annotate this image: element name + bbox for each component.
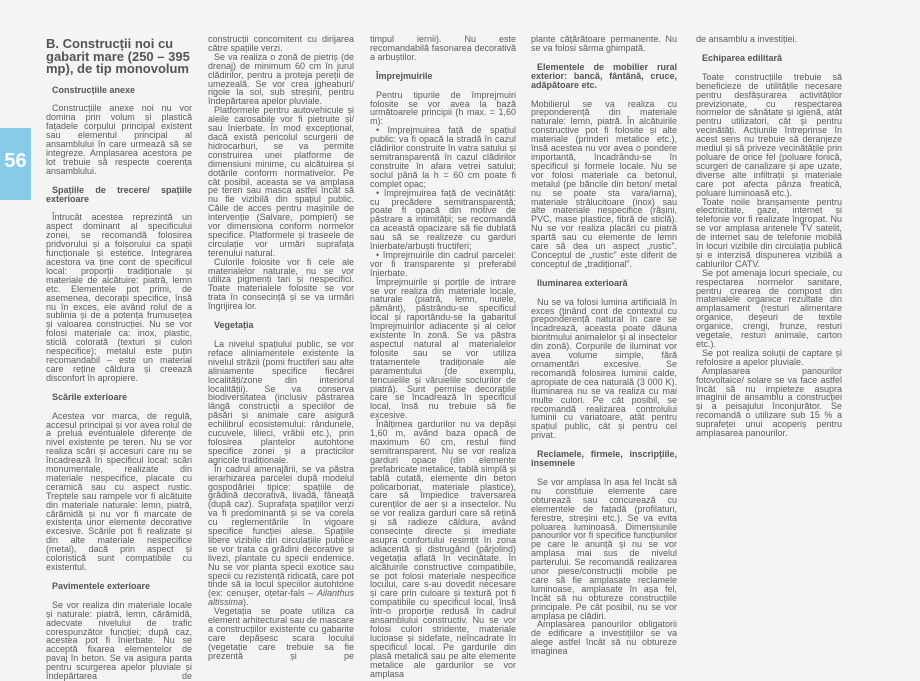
subsection-heading: Spațiile de trecere/ spațiile exterioare <box>46 184 192 204</box>
paragraph: Vegetația se poate utiliza ca element arhitectural sau de mascare a construcțiilor existente cu gabarite care depășesc scara locului (vegetație care trebuie sa fie prezentă și pe <box>208 606 354 661</box>
subsection-heading: Elementele de mobilier rural exterior: bancă, fântână, cruce, adăpătoare etc. <box>531 61 677 90</box>
paragraph: Se vor realiza din materiale locale și naturale: piatră, lemn, cărămidă, adecvate nivelului de trafic corespunzător funcției; după caz, acestea pot fi înierbate. Nu se acceptă fixarea elementelor de pavaj în beton. Se va asigura panta pentru scurgerea apelor pluviale și îndepărtarea de <box>46 599 192 681</box>
paragraph: Amplasarea panourilor obligatorii de edificare a investițiilor se va alege astfel încât să nu obtureze imaginea <box>531 619 677 657</box>
text-column-1 <box>46 38 192 681</box>
paragraph <box>208 465 354 608</box>
species-name: Ailanthus altissima <box>208 588 354 608</box>
paragraph: • împrejmuirea față de spațiul public: va fi opacă la stradă în cazul clădirilor construite în vatra satului și semitransparentă în cazul clădirilor construite în afara vetrei satului; soclul până la h = 60 cm poate fi complet opac; <box>370 125 516 189</box>
paragraph: Pentru tipurile de împrejmuiri folosite se vor avea la bază următoarele principii (h max. = 1,60 m): <box>370 89 516 127</box>
text-column-5 <box>696 35 842 438</box>
paragraph: Toate noile branșamente pentru electricitate, gaze, internet și telefonie vor fi realizate îngropat. Nu se vor amplasa antenele TV satelit, de internet sau de telefonie mobilă în locuri vizibile din circulația publică și e interzisă dispunerea vizibilă a cablurilor CATV. <box>696 196 842 269</box>
paragraph: Se pot realiza soluții de captare și refolosire a apelor pluviale. <box>696 347 842 367</box>
text-column-3 <box>370 35 516 678</box>
paragraph: timpul iernii). Nu este recomandabilă fasonarea decorativă a arbuștilor. <box>370 34 516 62</box>
paragraph: Culorile folosite vor fi cele ale materialelor naturale, nu se vor utiliza pigmenți tari și nespecifici. Toate materialele folosite se vor trata în consecință și se va urmări îngrijirea lor. <box>208 256 354 312</box>
paragraph: • împrejmuirile din cadrul parcelei: vor fi transparente și preferabil înierbate. <box>370 249 516 278</box>
subsection-heading: Echiparea edilitară <box>702 52 783 63</box>
paragraph-text: ). <box>243 597 249 608</box>
subsection-heading: Reclamele, firmele, inscripțiile, însemnele <box>531 449 677 469</box>
paragraph-text: În cadrul amenajării, se va păstra ierarhizarea parcelei după modelul gospodăriei tipice: spațiile de grădină decorativă, livadă, fâneață (după caz). Suprafața spațiilor verzi va fi predominantă și se va corela cu reglementările în vigoare specifice funcției alese. Spațiile libere vizibile din circulațiile publice se vor trata ca grădini decorative și livezi, plantate cu specii endemice. Nu se vor planta specii exotice sau specii cu rezistență ridicată, care pot tinde să ia locul speciilor autohtone (ex: cenușer, oțetar-fals – <box>208 463 354 599</box>
section-title: B. Construcții noi cu gabarit mare (250 – 395 mp), de tip monovolum <box>46 36 190 76</box>
paragraph: de ansamblu a investiției. <box>696 34 798 44</box>
paragraph: Se va realiza o zonă de pietriș (de drenaj) de minimum 60 cm în jurul clădirilor, pentru a proteja pereții de umezeală. Se vor crea jgheaburi/ rigole la sol, sub streșini, pentru îndepărtarea apelor pluviale. <box>208 51 354 107</box>
text-column-2 <box>208 35 354 661</box>
paragraph: Amplasarea panourilor fotovoltaice/ solare se va face astfel încât să nu impieteze asupra imaginii de ansamblu a construcției și a peisajului înconjurător. Se recomandă o utilizare sub 15 % a suprafeței unui acoperiș pentru amplasarea panourilor. <box>696 365 842 439</box>
paragraph: Construcțiile anexe noi nu vor domina prin volum și plastică fațadele corpului principal existent sau elementul principal al ansamblului în care urmează să se integreze. Amplasarea acestora pe lot trebuie să respecte coerența ansamblului. <box>46 103 192 176</box>
paragraph: Înălțimea gardurilor nu va depăși 1,60 m, având baza opacă de maximum 60 cm, restul fiind semitransparent. Nu se vor realiza garduri opace (din elemente prefabricate metalice, tablă simplă și tablă cutată, elemente din beton policarbonat, materiale plastice), care să împiedice traversarea curenților de aer și a insectelor. Nu se vor realiza garduri care să rețină și să radieze căldura, având consecințe directe și imediate asupra confortului resimțit în zona adiacentă și distrugând (pârjolind) vegetația aflată în vecinătate. În alcătuirile constructive compatibile, se pot folosi materiale nespecifice locului, care s-au dovedit necesare și care prin culoare și textură pot fi compatibile cu specificul local, însă într-o proporție redusă în cadrul ansamblului constructiv. Nu se vor folosi culori stridente, materiale lucioase și sidefate, neîncadrate în specificul local. Pe gardurile din plasă metalică sau pe alte elemente metalice ale gardurilor se vor amplasa <box>370 419 516 679</box>
paragraph: Nu se va folosi lumina artificială în exces (ținând cont de contextul cu preponderență natural în care se încadrează, aceasta poate dăuna bioritmului animalelor și al insectelor din zonă). Corpurile de iluminat vor avea volume simple, fără ornamentări excesive. Se recomandă folosirea luminii calde, apropiate de cea naturală (3 000 K). Iluminarea nu se va realiza cu mai multe culori. Pe cât posibil, se recomandă realizarea controlului luminii cu variatoare, atât pentru spațiul public, cât și pentru cel privat. <box>531 296 677 441</box>
subsection-heading: Vegetația <box>214 320 254 331</box>
page-number: 56 <box>4 150 27 172</box>
subsection-heading: Iluminarea exterioară <box>537 277 628 288</box>
text-column-4 <box>531 35 677 656</box>
subsection-heading: Scările exterioare <box>52 391 128 402</box>
paragraph: La nivelul spațiului public, se vor reface aliniamentele existente la nivelul străzii (pomi fructiferi sau alte aliniamente specifice fiecărei localități/zone din interiorul localității). Se va conserva biodiversitatea (inclusiv păstrarea lângă construcții a speciilor de păsări și animale care asigură echilibrul ecosistemului: rândunele, cucuvele, lilieci, vrăbii etc.), prin folosirea plantelor autohtone specifice zonei și a practicilor agricole tradiționale. <box>208 339 354 465</box>
paragraph: Mobilierul se va realiza cu preponderență din materiale naturale: lemn, piatră. În alcătuirile constructive pot fi folosite și alte materiale (prinderi metalice etc.), însă acestea nu vor avea o pondere importantă, încadrându-se în specificul și formele locale. Nu se vor folosi materiale ca betonul, metalul (pe băncile din beton/ metal nu se poate sta vara/iarna), materiale strălucitoare (inox) sau alte materiale nespecifice (rășini, PVC, mase plastice, fibră de sticlă). Nu se vor realiza placări cu piatră spartă sau cu elemente de lemn care să dea un aspect „rustic”. Conceptul de „rustic” este diferit de conceptul de „tradițional”. <box>531 98 677 269</box>
paragraph: Întrucât acestea reprezintă un aspect dominant al specificului zonei, se recomandă folosirea pridvorului și a foișorului ca spații funcționale și estetice. Integrarea acestora va ține cont de specificul local: proporții tradiționale și materiale de alcătuire: piatră, lemn etc. Elementele pot primi, de asemenea, decorații specifice, însă nu în exces, ele având rolul de a sublinia și de a potența frumusețea și valoarea construcției. Nu se vor folosi materiale ca: inox, plastic, sticlă colorată (texturi și culori nespecifice); metalul este puțin recomandabil – este un material care reține căldura și creează disconfort în apropiere. <box>46 212 192 383</box>
subsection-heading: Construcțiile anexe <box>52 84 136 95</box>
paragraph: construcții concomitent cu dirijarea către spațiile verzi. <box>208 34 354 53</box>
paragraph: Se vor amplasa în așa fel încât să nu constituie elemente care obturează sau concurează cu elementele de fațadă (profilaturi, ferestre, streșini etc.). Se va evita poluarea luminoasă. Dimensiunile panourilor vor fi specifice funcțiunilor pe care le anunță și nu se vor amplasa mai sus de nivelul parterului. Se recomandă realizarea unor piese/construcții mobile pe care să fie amplasate reclamele luminoase, amplasate în așa fel, încât să nu obtureze construcțiile principale. Pe cât posibil, nu se vor amplasa pe clădiri. <box>531 476 677 621</box>
paragraph: Împrejmuirile și porțile de intrare se vor realiza din materiale locale, naturale (piatră, lemn, nuiele, pământ), păstrându-se specificul local și raportându-se la gabaritul împrejmuirilor adiacente și al celor existente în zonă. Se va păstra aspectul natural al materialelor folosite sau se vor utiliza tratamentele tradiționale ale paramentului (de exemplu, tencuielile și văruielile soclurilor de piatră). Sunt permise decorațiile care se încadrează în specificul local, însă nu trebuie să fie excesive. <box>370 276 516 421</box>
subsection-heading: Împrejmuirile <box>376 70 433 81</box>
paragraph: Toate construcțiile trebuie să beneficieze de utilitățile necesare pentru desfășurarea activităților previzionate, cu respectarea normelor de sănătate și igienă, atât pentru utilizatori, cât și pentru vecinătăți. Acțiunile întreprinse în acest sens nu trebuie să deranjeze mediul și să priveze vecinătățile prin poluare de orice fel (poluare fonică, scurgeri de canalizare și ape uzate, diverse alte infiltrații și materiale care pot afecta pânza freatică, poluare luminoasă etc.). <box>696 71 842 198</box>
paragraph: plante cățărătoare permanente. Nu se va folosi sârma ghimpată. <box>531 34 677 53</box>
paragraph: • împrejmuirea față de vecinătăți: cu precădere semitransparentă; poate fi opacă din motive de păstrare a intimității; se recomandă ca această opacizare să fie dublată sau să se realizeze cu garduri înierbate/arbuști fructiferi; <box>370 187 516 252</box>
paragraph: Acestea vor marca, de regulă, accesul principal și vor avea rolul de a prelua eventualele diferențe de nivel existente pe teren. Nu se vor realiza scări și accesuri care nu se încadrează în specificul local: scări monumentale, realizate din materiale nespecifice, placate cu ceramică sau cu aspect rustic. Treptele sau rampele vor fi alcătuite din materiale naturale: lemn, piatră, cărămidă și nu vor fi marcate de existența unor elemente decorative excesive. Scările pot fi realizate și din alte materiale nespecifice (metal), dacă prin aspect și coloristică sunt compatibile cu existentul. <box>46 410 192 572</box>
paragraph: Platformele pentru autovehicule și aleile carosabile vor fi pietruite și/ sau înierbate. În mod excepțional, dacă există pericolul scurgerii de hidrocarburi, se va permite construirea unei platforme de dimensiuni minime, cu alcătuirea și dotările conform normativelor. Pe cât posibil, aceasta se va amplasa pe teren sau masca astfel încât să nu fie vizibilă din spațiul public. Căile de acces pentru mașinile de intervenție (Salvare, pompieri) se vor dimensiona conform normelor specifice. Platformele și traseele de circulație vor urmări suprafața terenului natural. <box>208 105 354 258</box>
page-number-tab <box>0 128 31 200</box>
subsection-heading: Pavimentele exterioare <box>52 580 151 591</box>
paragraph: Se pot amenaja locuri speciale, cu respectarea normelor sanitare, pentru crearea de compost din materialele organice rezultate din amplasament (resturi alimentare organice, deșeuri de textile organice, crengi, frunze, resturi vegetale, resturi animale, carton etc.). <box>696 267 842 349</box>
